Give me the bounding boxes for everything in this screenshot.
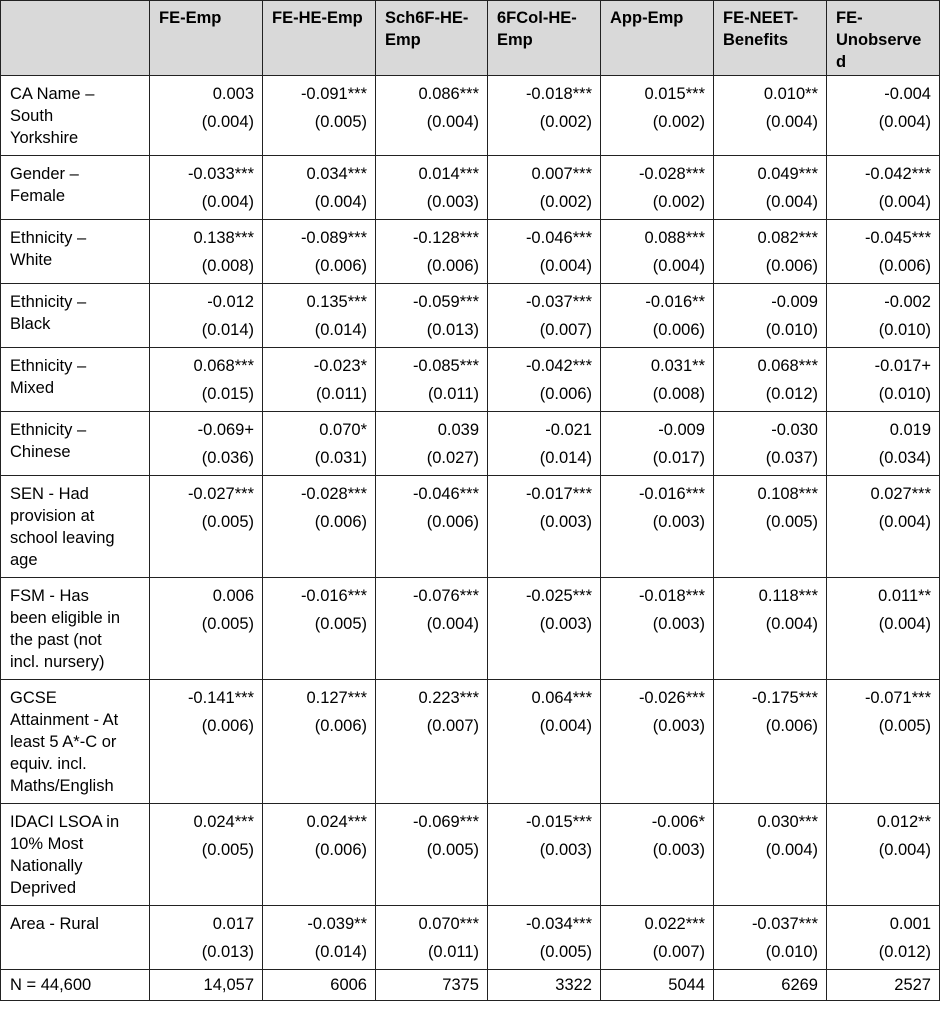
coefficient: 0.017 <box>212 915 254 933</box>
coefficient: 0.082*** <box>757 229 818 247</box>
table-cell <box>488 76 601 156</box>
table-cell <box>714 76 827 156</box>
table-cell <box>827 348 940 412</box>
standard-error: (0.004) <box>765 113 818 131</box>
table-cell <box>488 284 601 348</box>
coefficient: 0.011** <box>878 587 931 605</box>
table-cell <box>150 156 263 220</box>
standard-error: (0.004) <box>878 113 931 131</box>
table-cell <box>714 412 827 476</box>
table-cell <box>827 476 940 578</box>
coefficient: -0.069+ <box>197 421 254 439</box>
standard-error: (0.002) <box>539 113 592 131</box>
standard-error: (0.003) <box>652 513 705 531</box>
standard-error: (0.003) <box>539 513 592 531</box>
standard-error: (0.010) <box>878 321 931 339</box>
coefficient: -0.023* <box>313 357 367 375</box>
coefficient: 0.070*** <box>418 915 479 933</box>
standard-error: (0.011) <box>427 943 479 961</box>
coefficient: -0.009 <box>771 293 818 311</box>
table-header <box>1 1 940 76</box>
table-cell <box>601 76 714 156</box>
row-label: Ethnicity – Mixed <box>1 348 150 412</box>
coefficient: -0.039** <box>307 915 367 933</box>
standard-error: (0.006) <box>314 257 367 275</box>
table-cell <box>376 578 488 680</box>
table-cell <box>488 348 601 412</box>
table-cell <box>376 348 488 412</box>
table-row <box>1 412 940 476</box>
coefficient: -0.059*** <box>412 293 479 311</box>
table-row <box>1 348 940 412</box>
coefficient: 0.022*** <box>644 915 705 933</box>
table-row <box>1 906 940 970</box>
table-body <box>1 76 940 1001</box>
coefficient: 0.010** <box>763 85 818 103</box>
coefficient: 0.088*** <box>644 229 705 247</box>
table-cell <box>150 804 263 906</box>
coefficient: -0.030 <box>771 421 818 439</box>
standard-error: (0.004) <box>765 193 818 211</box>
table-cell <box>714 804 827 906</box>
coefficient: -0.046*** <box>525 229 592 247</box>
coefficient: -0.028*** <box>638 165 705 183</box>
table-row <box>1 220 940 284</box>
coefficient: -0.028*** <box>300 485 367 503</box>
standard-error: (0.014) <box>201 321 254 339</box>
table-cell <box>488 804 601 906</box>
coefficient: 0.118*** <box>758 587 818 605</box>
standard-error: (0.011) <box>315 385 367 403</box>
table-cell <box>150 476 263 578</box>
sample-size-cell: 3322 <box>488 970 601 1001</box>
coefficient: -0.033*** <box>187 165 254 183</box>
table-cell <box>376 76 488 156</box>
table-cell <box>150 348 263 412</box>
table-cell <box>714 906 827 970</box>
table-cell <box>263 906 376 970</box>
coefficient: -0.006* <box>651 813 705 831</box>
standard-error: (0.005) <box>539 943 592 961</box>
column-header: FE- Unobserve d <box>827 1 940 76</box>
standard-error: (0.005) <box>201 615 254 633</box>
table-cell <box>488 412 601 476</box>
coefficient: 0.070* <box>319 421 367 439</box>
sample-size-cell: 14,057 <box>150 970 263 1001</box>
coefficient: -0.025*** <box>525 587 592 605</box>
standard-error: (0.004) <box>314 193 367 211</box>
coefficient: -0.141*** <box>187 689 254 707</box>
standard-error: (0.003) <box>539 841 592 859</box>
table-cell <box>601 680 714 804</box>
table-cell <box>150 578 263 680</box>
row-label: Gender – Female <box>1 156 150 220</box>
table-cell <box>376 804 488 906</box>
table-cell <box>376 412 488 476</box>
table-cell <box>601 906 714 970</box>
sample-size-label: N = 44,600 <box>1 970 150 1001</box>
table-cell <box>827 804 940 906</box>
standard-error: (0.012) <box>765 385 818 403</box>
table-row <box>1 76 940 156</box>
standard-error: (0.002) <box>652 193 705 211</box>
coefficient: -0.128*** <box>412 229 479 247</box>
table-cell <box>601 476 714 578</box>
row-label: Ethnicity – Black <box>1 284 150 348</box>
table-cell <box>150 284 263 348</box>
standard-error: (0.005) <box>426 841 479 859</box>
table-cell <box>714 156 827 220</box>
coefficient: -0.037*** <box>751 915 818 933</box>
table-cell <box>263 284 376 348</box>
standard-error: (0.005) <box>201 841 254 859</box>
standard-error: (0.013) <box>426 321 479 339</box>
standard-error: (0.004) <box>878 193 931 211</box>
table-cell <box>714 578 827 680</box>
table-cell <box>376 906 488 970</box>
table-cell <box>827 284 940 348</box>
standard-error: (0.004) <box>539 257 592 275</box>
coefficient: 0.031** <box>650 357 705 375</box>
standard-error: (0.006) <box>314 513 367 531</box>
table-cell <box>714 220 827 284</box>
standard-error: (0.006) <box>765 257 818 275</box>
sample-size-row <box>1 970 940 1001</box>
standard-error: (0.014) <box>539 449 592 467</box>
table-row <box>1 680 940 804</box>
coefficient: -0.016*** <box>300 587 367 605</box>
table-cell <box>263 804 376 906</box>
coefficient: 0.068*** <box>757 357 818 375</box>
standard-error: (0.034) <box>878 449 931 467</box>
coefficient: 0.086*** <box>418 85 479 103</box>
standard-error: (0.002) <box>652 113 705 131</box>
coefficient: -0.175*** <box>751 689 818 707</box>
table-cell <box>827 578 940 680</box>
row-label: Ethnicity – White <box>1 220 150 284</box>
standard-error: (0.003) <box>539 615 592 633</box>
coefficient: 0.068*** <box>193 357 254 375</box>
coefficient: 0.003 <box>212 85 254 103</box>
table-cell <box>827 76 940 156</box>
sample-size-cell: 2527 <box>827 970 940 1001</box>
standard-error: (0.036) <box>201 449 254 467</box>
coefficient: 0.138*** <box>193 229 254 247</box>
table-cell <box>827 156 940 220</box>
coefficient: -0.042*** <box>525 357 592 375</box>
coefficient: -0.016** <box>645 293 705 311</box>
table-row <box>1 156 940 220</box>
sample-size-cell: 6006 <box>263 970 376 1001</box>
table-cell <box>263 220 376 284</box>
table-cell <box>827 220 940 284</box>
table-cell <box>827 412 940 476</box>
column-header: App-Emp <box>601 1 714 76</box>
standard-error: (0.017) <box>652 449 705 467</box>
table-cell <box>376 156 488 220</box>
standard-error: (0.031) <box>314 449 367 467</box>
standard-error: (0.004) <box>765 615 818 633</box>
table-cell <box>376 680 488 804</box>
table-cell <box>488 578 601 680</box>
coefficient: -0.046*** <box>412 485 479 503</box>
coefficient: 0.019 <box>889 421 931 439</box>
standard-error: (0.012) <box>878 943 931 961</box>
coefficient: -0.045*** <box>864 229 931 247</box>
header-corner <box>1 1 150 76</box>
coefficient: 0.007*** <box>531 165 592 183</box>
table-cell <box>488 220 601 284</box>
coefficient: -0.042*** <box>864 165 931 183</box>
coefficient: -0.069*** <box>412 813 479 831</box>
standard-error: (0.004) <box>426 615 479 633</box>
standard-error: (0.006) <box>426 513 479 531</box>
row-label: GCSE Attainment - At least 5 A*-C or equiv. incl. Maths/English <box>1 680 150 804</box>
table-cell <box>488 476 601 578</box>
coefficient: -0.026*** <box>638 689 705 707</box>
column-header: FE-HE-Emp <box>263 1 376 76</box>
standard-error: (0.015) <box>201 385 254 403</box>
standard-error: (0.037) <box>765 449 818 467</box>
coefficient: -0.085*** <box>412 357 479 375</box>
coefficient: -0.071*** <box>864 689 931 707</box>
sample-size-cell: 5044 <box>601 970 714 1001</box>
standard-error: (0.010) <box>878 385 931 403</box>
table-cell <box>263 412 376 476</box>
table-cell <box>714 348 827 412</box>
table-cell <box>714 284 827 348</box>
standard-error: (0.005) <box>878 717 931 735</box>
standard-error: (0.004) <box>426 113 479 131</box>
table-cell <box>376 220 488 284</box>
table-cell <box>150 220 263 284</box>
table-cell <box>150 680 263 804</box>
coefficient: 0.012** <box>876 813 931 831</box>
standard-error: (0.005) <box>765 513 818 531</box>
standard-error: (0.014) <box>314 321 367 339</box>
standard-error: (0.004) <box>765 841 818 859</box>
sample-size-cell: 6269 <box>714 970 827 1001</box>
table-cell <box>601 156 714 220</box>
standard-error: (0.004) <box>652 257 705 275</box>
coefficient: 0.024*** <box>193 813 254 831</box>
coefficient: 0.223*** <box>418 689 479 707</box>
table-cell <box>601 578 714 680</box>
row-label: FSM - Has been eligible in the past (not incl. nursery) <box>1 578 150 680</box>
table-cell <box>714 476 827 578</box>
table-cell <box>601 412 714 476</box>
table-cell <box>263 348 376 412</box>
coefficient: 0.127*** <box>306 689 367 707</box>
table-cell <box>488 680 601 804</box>
standard-error: (0.006) <box>652 321 705 339</box>
coefficient: -0.017+ <box>874 357 931 375</box>
standard-error: (0.002) <box>539 193 592 211</box>
coefficient: 0.027*** <box>870 485 931 503</box>
coefficient: -0.018*** <box>525 85 592 103</box>
table-cell <box>263 476 376 578</box>
sample-size-cell: 7375 <box>376 970 488 1001</box>
table-cell <box>488 156 601 220</box>
table-cell <box>714 680 827 804</box>
table-cell <box>601 348 714 412</box>
standard-error: (0.003) <box>426 193 479 211</box>
coefficient: 0.064*** <box>531 689 592 707</box>
coefficient: 0.014*** <box>418 165 479 183</box>
coefficient: 0.015*** <box>644 85 705 103</box>
standard-error: (0.007) <box>426 717 479 735</box>
column-header: FE-Emp <box>150 1 263 76</box>
standard-error: (0.014) <box>314 943 367 961</box>
standard-error: (0.004) <box>878 513 931 531</box>
standard-error: (0.027) <box>426 449 479 467</box>
table-cell <box>150 412 263 476</box>
standard-error: (0.006) <box>878 257 931 275</box>
coefficient: -0.021 <box>545 421 592 439</box>
standard-error: (0.007) <box>652 943 705 961</box>
standard-error: (0.005) <box>201 513 254 531</box>
row-label: SEN - Had provision at school leaving age <box>1 476 150 578</box>
coefficient: -0.015*** <box>525 813 592 831</box>
coefficient: -0.016*** <box>638 485 705 503</box>
coefficient: -0.018*** <box>638 587 705 605</box>
standard-error: (0.004) <box>201 193 254 211</box>
table-cell <box>263 156 376 220</box>
coefficient: 0.001 <box>889 915 931 933</box>
standard-error: (0.007) <box>539 321 592 339</box>
column-header: FE-NEET- Benefits <box>714 1 827 76</box>
row-label: CA Name – South Yorkshire <box>1 76 150 156</box>
column-header: 6FCol-HE- Emp <box>488 1 601 76</box>
coefficient: -0.089*** <box>300 229 367 247</box>
standard-error: (0.003) <box>652 841 705 859</box>
standard-error: (0.010) <box>765 321 818 339</box>
coefficient: -0.034*** <box>525 915 592 933</box>
coefficient: 0.108*** <box>757 485 818 503</box>
coefficient: 0.049*** <box>757 165 818 183</box>
coefficient: -0.004 <box>884 85 931 103</box>
row-label: IDACI LSOA in 10% Most Nationally Deprived <box>1 804 150 906</box>
coefficient: 0.135*** <box>306 293 367 311</box>
table-cell <box>263 578 376 680</box>
standard-error: (0.004) <box>201 113 254 131</box>
standard-error: (0.004) <box>539 717 592 735</box>
coefficient: 0.039 <box>437 421 479 439</box>
table-cell <box>376 476 488 578</box>
standard-error: (0.003) <box>652 717 705 735</box>
coefficient: -0.009 <box>658 421 705 439</box>
coefficient: -0.012 <box>207 293 254 311</box>
coefficient: 0.006 <box>212 587 254 605</box>
standard-error: (0.006) <box>314 841 367 859</box>
standard-error: (0.005) <box>314 113 367 131</box>
table-row <box>1 804 940 906</box>
coefficient: -0.037*** <box>525 293 592 311</box>
table-cell <box>150 906 263 970</box>
column-header: Sch6F-HE- Emp <box>376 1 488 76</box>
coefficient: 0.024*** <box>306 813 367 831</box>
standard-error: (0.006) <box>426 257 479 275</box>
table-cell <box>488 906 601 970</box>
coefficient: -0.076*** <box>412 587 479 605</box>
table-cell <box>263 680 376 804</box>
standard-error: (0.006) <box>765 717 818 735</box>
table-cell <box>150 76 263 156</box>
standard-error: (0.005) <box>314 615 367 633</box>
standard-error: (0.004) <box>878 615 931 633</box>
standard-error: (0.006) <box>201 717 254 735</box>
coefficient: 0.034*** <box>306 165 367 183</box>
table-cell <box>601 220 714 284</box>
table-cell <box>827 906 940 970</box>
standard-error: (0.006) <box>539 385 592 403</box>
header-row <box>1 1 940 76</box>
coefficient: -0.017*** <box>525 485 592 503</box>
table-cell <box>827 680 940 804</box>
standard-error: (0.008) <box>201 257 254 275</box>
standard-error: (0.004) <box>878 841 931 859</box>
table-cell <box>376 284 488 348</box>
standard-error: (0.006) <box>314 717 367 735</box>
standard-error: (0.010) <box>765 943 818 961</box>
standard-error: (0.011) <box>427 385 479 403</box>
table-cell <box>601 284 714 348</box>
standard-error: (0.003) <box>652 615 705 633</box>
table-row <box>1 476 940 578</box>
standard-error: (0.013) <box>201 943 254 961</box>
coefficient: -0.002 <box>884 293 931 311</box>
coefficient: -0.091*** <box>300 85 367 103</box>
row-label: Area - Rural <box>1 906 150 970</box>
table-cell <box>263 76 376 156</box>
standard-error: (0.008) <box>652 385 705 403</box>
table-row <box>1 578 940 680</box>
table-row <box>1 284 940 348</box>
coefficient: -0.027*** <box>187 485 254 503</box>
table-cell <box>601 804 714 906</box>
row-label: Ethnicity – Chinese <box>1 412 150 476</box>
coefficient: 0.030*** <box>757 813 818 831</box>
